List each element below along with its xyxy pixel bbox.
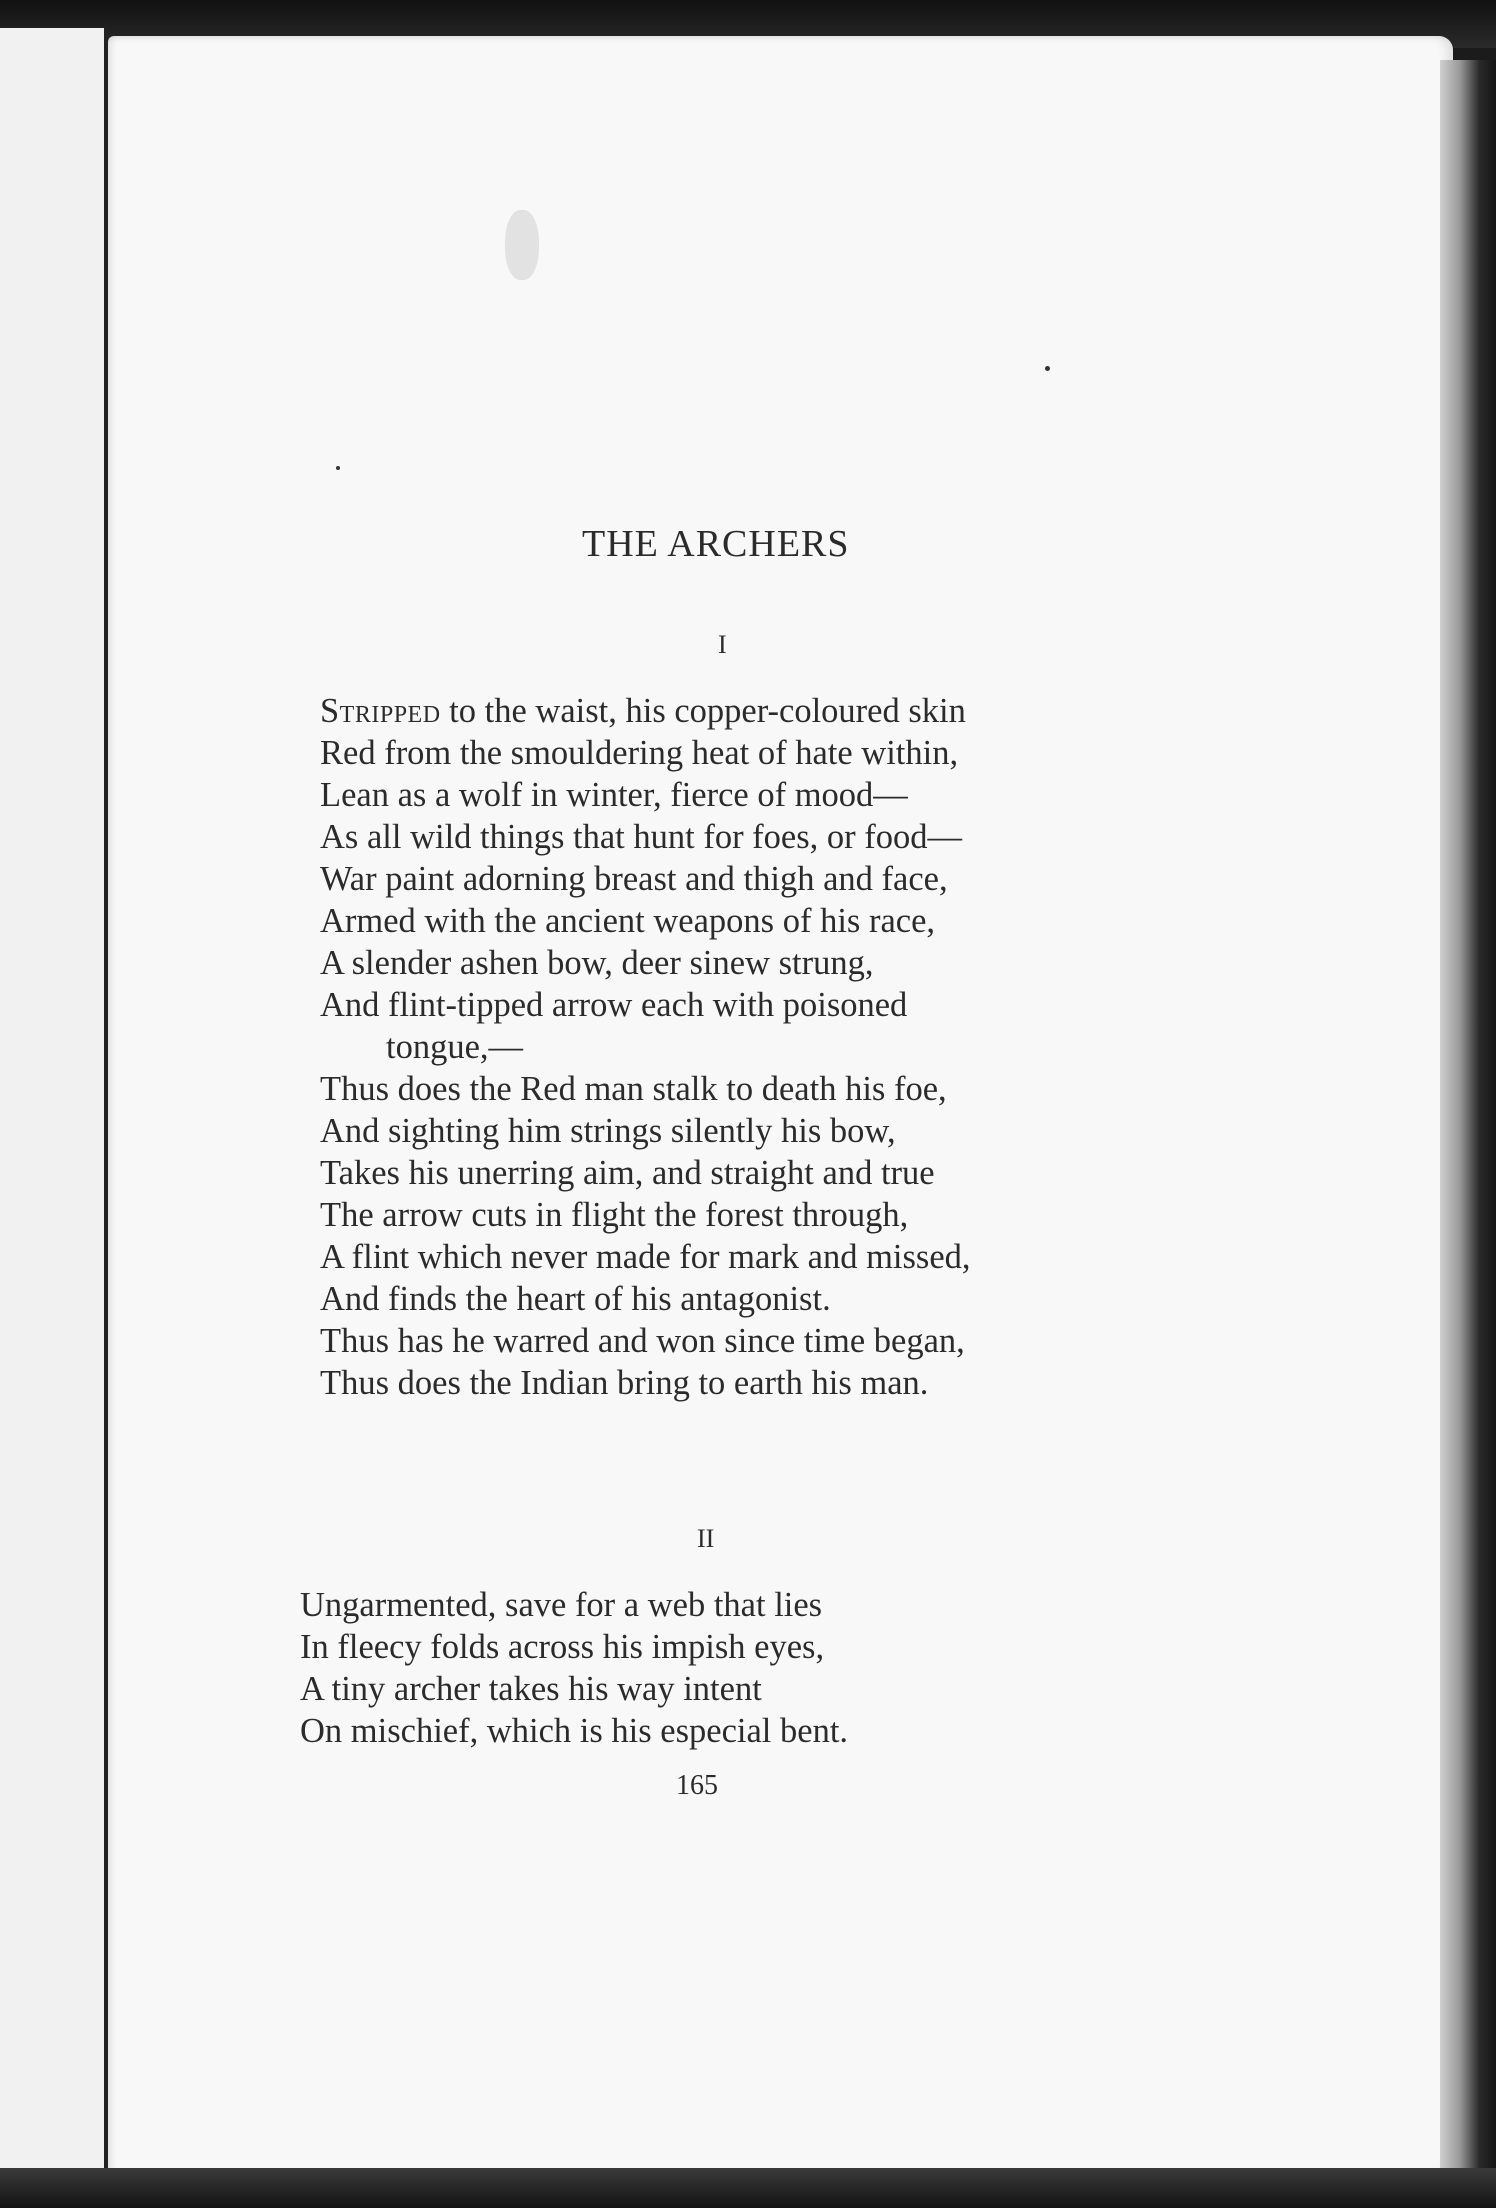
stanza-2 [300, 1584, 848, 1752]
poem-line: The arrow cuts in flight the forest through, [320, 1196, 909, 1234]
poem-line: A slender ashen bow, deer sinew strung, [320, 944, 874, 982]
poem-line: As all wild things that hunt for foes, or food— [320, 818, 963, 856]
page-number: 165 [676, 1770, 718, 1801]
poem-line: Lean as a wolf in winter, fierce of mood— [320, 776, 908, 814]
poem-line: Thus does the Red man stalk to death his foe, [320, 1070, 947, 1108]
poem-line: Armed with the ancient weapons of his race, [320, 902, 936, 940]
section-number-2: II [697, 1524, 715, 1553]
section-number-1: I [718, 630, 727, 659]
poem-line: War paint adorning breast and thigh and face, [320, 860, 948, 898]
poem-line: And sighting him strings silently his bow, [320, 1112, 896, 1150]
poem-line: Takes his unerring aim, and straight and true [320, 1154, 935, 1192]
poem-line: In fleecy folds across his impish eyes, [300, 1628, 825, 1666]
line-text: to the waist, his copper-coloured skin [440, 692, 966, 730]
stanza-1 [320, 690, 971, 1404]
poem-line: On mischief, which is his especial bent. [300, 1712, 849, 1750]
facing-page-edge [0, 28, 108, 2178]
poem-line: A flint which never made for mark and missed, [320, 1238, 971, 1276]
poem-title: THE ARCHERS [582, 523, 850, 565]
poem-line: Red from the smouldering heat of hate within, [320, 734, 959, 772]
ink-speck [1045, 366, 1050, 371]
page-stack-edge [1440, 60, 1496, 2190]
ink-speck [336, 466, 340, 470]
poem-line: Thus does the Indian bring to earth his man. [320, 1364, 929, 1402]
paper-blemish [505, 210, 539, 280]
poem-line: And flint-tipped arrow each with poisoned [320, 986, 908, 1024]
poem-line: Ungarmented, save for a web that lies [300, 1586, 823, 1624]
poem-line: Thus has he warred and won since time began, [320, 1322, 965, 1360]
scan-bottom-border [0, 2168, 1496, 2208]
poem-line: And finds the heart of his antagonist. [320, 1280, 831, 1318]
poem-line [320, 690, 971, 732]
drop-word: Stripped [320, 692, 441, 730]
poem-line: A tiny archer takes his way intent [300, 1670, 762, 1708]
poem-line-continuation: tongue,— [386, 1028, 524, 1066]
